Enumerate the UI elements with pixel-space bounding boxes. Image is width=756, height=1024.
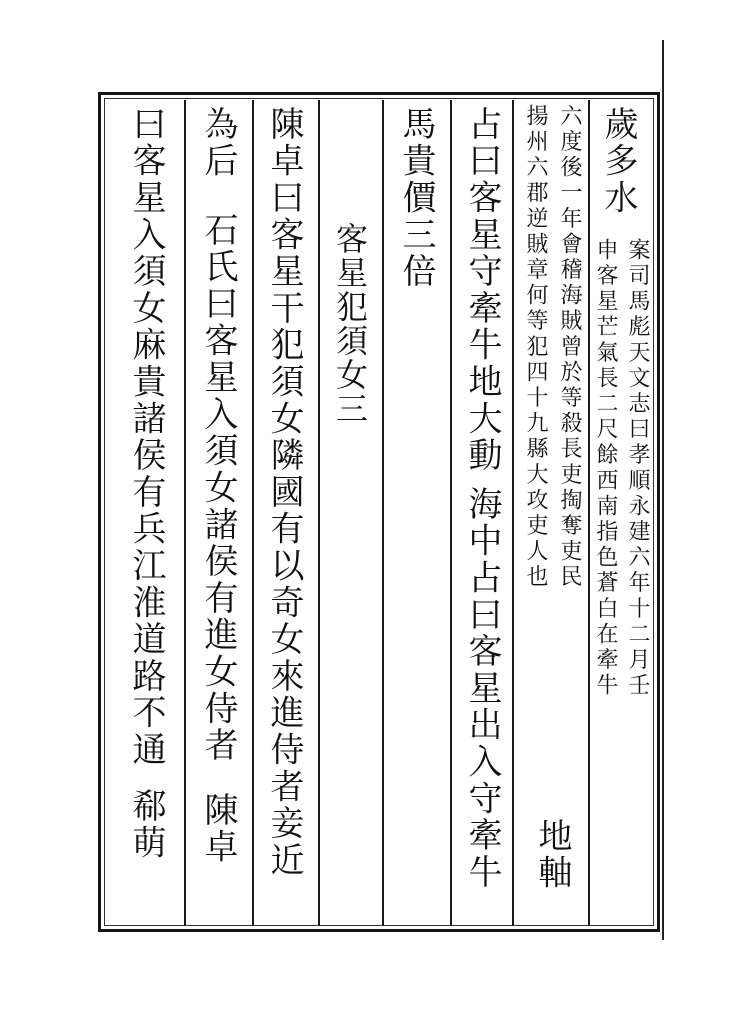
column-3-text bbox=[460, 106, 504, 891]
column-7-part-1: 為后 bbox=[198, 106, 238, 180]
column-6-text: 陳卓曰客星干犯須女隣國有以奇女來進侍者妾近 bbox=[264, 106, 304, 879]
column-divider bbox=[382, 100, 384, 926]
spine-rule bbox=[662, 40, 664, 940]
column-2-note-left: 揚州六郡逆賊章何等犯四十九縣大攻吏人也 bbox=[523, 104, 548, 591]
column-divider bbox=[450, 100, 452, 926]
column-7-part-3: 陳卓 bbox=[198, 791, 238, 866]
column-8-part-1: 曰客星入須女麻貴諸侯有兵江淮道路不通 bbox=[126, 106, 166, 769]
column-3-part-2: 海中占曰客星出入守牽牛 bbox=[462, 486, 502, 891]
column-8-text bbox=[124, 106, 168, 862]
column-7-text bbox=[196, 106, 240, 865]
column-divider bbox=[184, 100, 186, 926]
column-2-note-right: 六度後一年會稽海賊曾於等殺長吏掏奪吏民 bbox=[557, 104, 582, 591]
column-8-part-2: 郗萌 bbox=[126, 788, 166, 863]
column-divider bbox=[512, 100, 514, 926]
column-1-heading: 歲多水 bbox=[598, 106, 638, 217]
column-5-heading: 客星犯須女三 bbox=[331, 222, 369, 426]
column-3-part-1: 占曰客星守牽牛地大動 bbox=[462, 106, 502, 474]
column-1-note-right: 案司馬彪天文志曰孝順永建六年十二月壬 bbox=[625, 238, 650, 699]
column-1-note-left: 申客星芒氣長二尺餘西南指色蒼白在牽牛 bbox=[593, 238, 618, 699]
column-2-tail: 地軸 bbox=[532, 818, 572, 892]
column-4-text: 馬貴價三倍 bbox=[396, 106, 436, 290]
column-divider bbox=[318, 100, 320, 926]
column-divider bbox=[252, 100, 254, 926]
column-7-part-2: 石氏曰客星入須女諸侯有進女侍者 bbox=[198, 211, 238, 764]
